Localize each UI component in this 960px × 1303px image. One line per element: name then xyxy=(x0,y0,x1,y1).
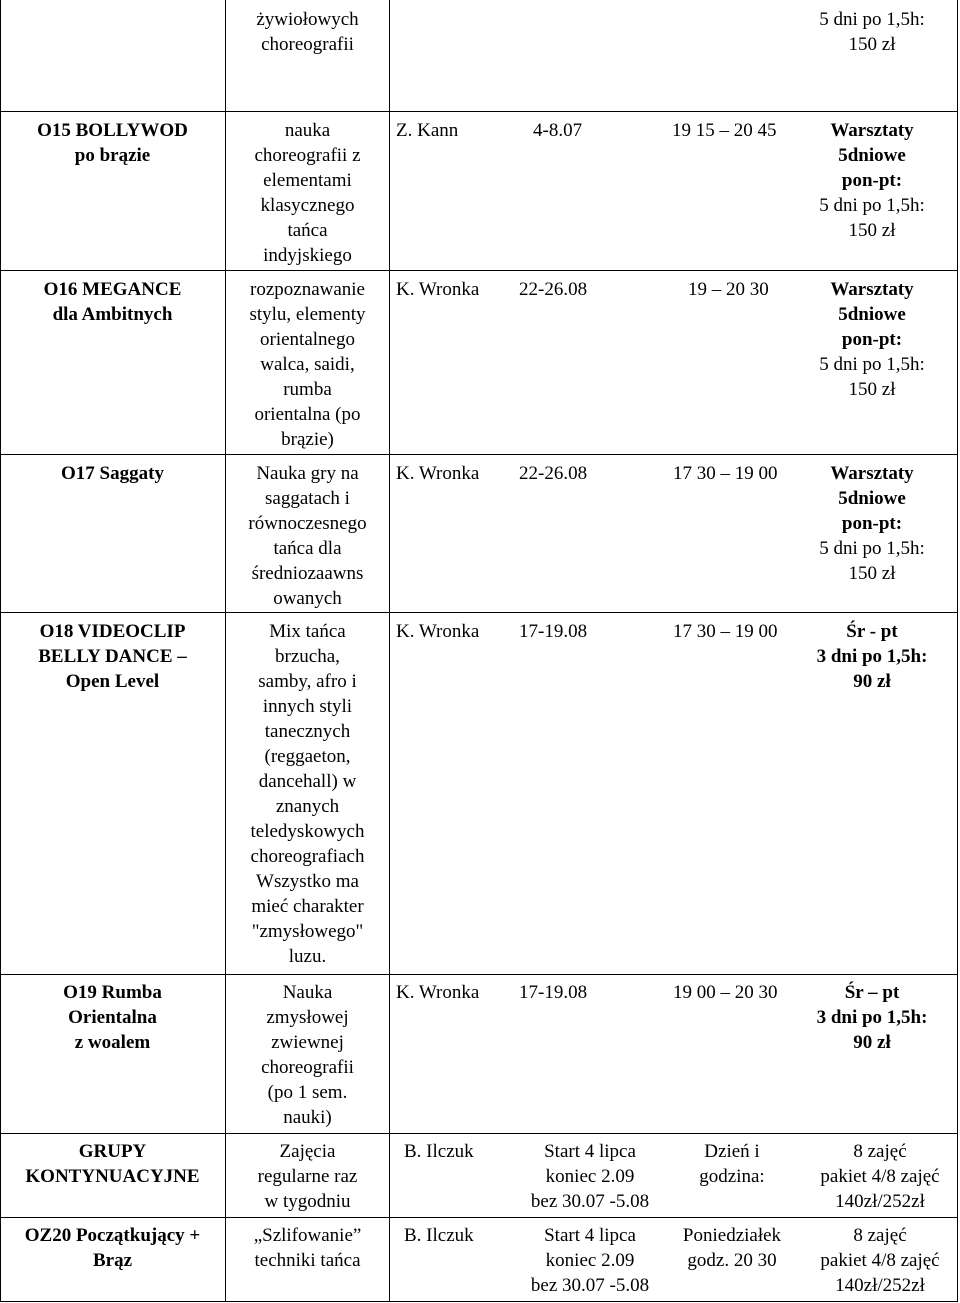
dates: 4-8.07 xyxy=(533,120,583,141)
course-name: O18 VIDEOCLIP BELLY DANCE – Open Level xyxy=(38,621,187,692)
hours: Poniedziałek godz. 20 30 xyxy=(682,1225,782,1271)
row-divider xyxy=(0,612,958,613)
dates: 17-19.08 xyxy=(519,982,588,1003)
hours: 19 15 – 20 45 xyxy=(672,120,777,141)
instructor: K. Wronka xyxy=(396,621,480,642)
price-info: Śr – pt 3 dni po 1,5h: 90 zł xyxy=(816,982,928,1053)
hours: 17 30 – 19 00 xyxy=(673,463,778,484)
course-name: O15 BOLLYWOD po brązie xyxy=(37,120,188,166)
row-divider xyxy=(0,1217,958,1218)
price-info: 8 zajęć pakiet 4/8 zajęć 140zł/252zł xyxy=(820,1141,940,1212)
row-divider xyxy=(0,1133,958,1134)
hours: 19 – 20 30 xyxy=(688,279,769,300)
dates: Start 4 lipca koniec 2.09 bez 30.07 -5.08 xyxy=(530,1225,650,1296)
price-info: Śr - pt 3 dni po 1,5h: 90 zł xyxy=(816,621,928,692)
dates: 22-26.08 xyxy=(519,279,588,300)
instructor: B. Ilczuk xyxy=(404,1141,474,1162)
dates: 17-19.08 xyxy=(519,621,588,642)
course-description: Mix tańca brzucha, samby, afro i innych styli tanecznych (reggaeton, dancehall) w znanych teledyskowych choreografiach Wszystko ma mieć charakter "zmysłowego" luzu. xyxy=(250,621,365,967)
course-description: rozpoznawanie stylu, elementy orientalnego walca, saidi, rumba orientalna (po brązie) xyxy=(249,279,366,450)
row-divider xyxy=(0,270,958,271)
course-name: OZ20 Początkujący + Brąz xyxy=(24,1225,201,1271)
course-description: „Szlifowanie” techniki tańca xyxy=(253,1225,362,1271)
hours: 19 00 – 20 30 xyxy=(673,982,778,1003)
course-description: Zajęcia regularne raz w tygodniu xyxy=(257,1141,358,1212)
row-divider xyxy=(0,974,958,975)
dates: Start 4 lipca koniec 2.09 bez 30.07 -5.08 xyxy=(530,1141,650,1212)
course-name: O19 Rumba Orientalna z woalem xyxy=(63,982,162,1053)
instructor: K. Wronka xyxy=(396,982,480,1003)
row-divider xyxy=(0,454,958,455)
course-name: GRUPY KONTYNUACYJNE xyxy=(25,1141,200,1187)
instructor: K. Wronka xyxy=(396,463,480,484)
hours: Dzień i godzina: xyxy=(699,1141,765,1187)
dates: 22-26.08 xyxy=(519,463,588,484)
price-info: Warsztaty 5dniowe pon-pt: 5 dni po 1,5h: 150 zł xyxy=(819,120,925,241)
top-row-desc: żywiołowych choreografii xyxy=(256,9,359,55)
instructor: K. Wronka xyxy=(396,279,480,300)
price-info: Warsztaty 5dniowe pon-pt: 5 dni po 1,5h: 150 zł xyxy=(819,279,925,400)
hours: 17 30 – 19 00 xyxy=(673,621,778,642)
instructor: B. Ilczuk xyxy=(404,1225,474,1246)
top-row-price: 5 dni po 1,5h: 150 zł xyxy=(819,9,925,55)
price-info: 8 zajęć pakiet 4/8 zajęć 140zł/252zł xyxy=(820,1225,940,1296)
course-description: Nauka gry na saggatach i równoczesnego tańca dla średniozaawns owanych xyxy=(248,463,367,609)
course-description: Nauka zmysłowej zwiewnej choreografii (po 1 sem. nauki) xyxy=(261,982,354,1128)
course-name: O16 MEGANCE dla Ambitnych xyxy=(43,279,182,325)
course-name: O17 Saggaty xyxy=(61,463,164,484)
instructor: Z. Kann xyxy=(396,120,459,141)
course-description: nauka choreografii z elementami klasycznego tańca indyjskiego xyxy=(254,120,361,266)
column-divider xyxy=(389,0,390,1302)
row-divider xyxy=(0,111,958,112)
price-info: Warsztaty 5dniowe pon-pt: 5 dni po 1,5h: 150 zł xyxy=(819,463,925,584)
